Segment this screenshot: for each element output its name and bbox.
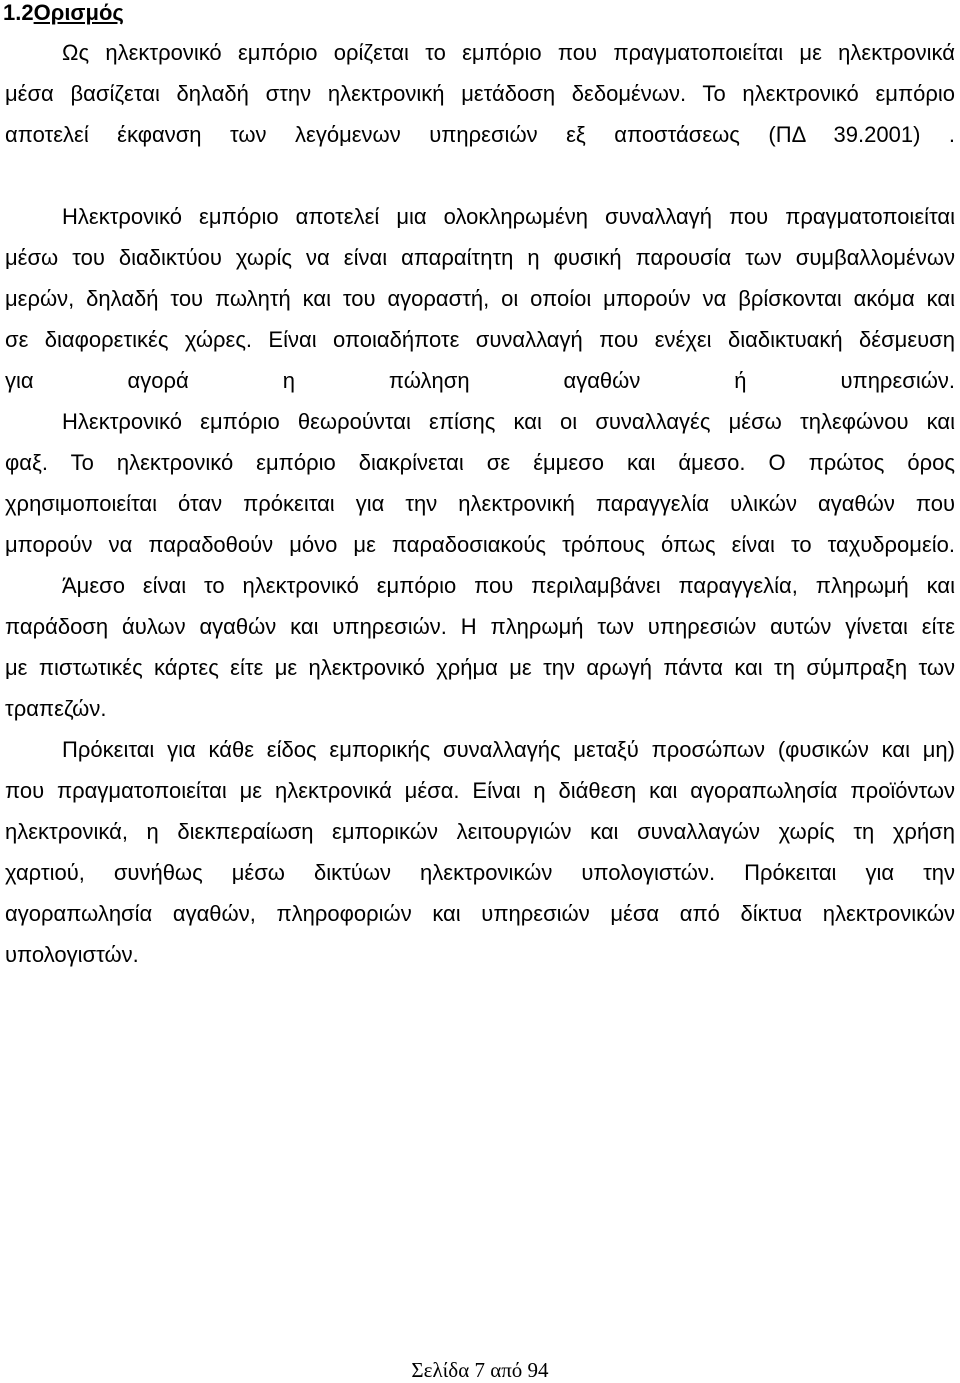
text-line: Ηλεκτρονικό εμπόριο αποτελεί μια ολοκληρωμένη συναλλαγή που πραγματοποιείται	[62, 204, 955, 229]
text-line: Πρόκειται για κάθε είδος εμπορικής συναλλαγής μεταξύ προσώπων (φυσικών και μη)	[62, 737, 955, 762]
text-line: υπολογιστών.	[5, 942, 139, 967]
text-line: με πιστωτικές κάρτες είτε με ηλεκτρονικό χρήμα με την αρωγή πάντα και τη σύμπραξη των	[5, 655, 955, 680]
text-line: αγοραπωλησία αγαθών, πληροφοριών και υπηρεσιών μέσα από δίκτυα ηλεκτρονικών	[5, 901, 955, 926]
paragraph-5	[5, 729, 955, 975]
section-title: Ορισμός	[33, 0, 124, 25]
text-line: μέσω του διαδικτύου χωρίς να είναι απαραίτητη η φυσική παρουσία των συμβαλλομένων	[5, 245, 955, 270]
section-number: 1.2	[3, 0, 34, 25]
section-heading	[3, 0, 124, 26]
text-line: μπορούν να παραδοθούν μόνο με παραδοσιακούς τρόπους όπως είναι το ταχυδρομείο.	[5, 532, 955, 557]
text-line: φαξ. Το ηλεκτρονικό εμπόριο διακρίνεται σε έμμεσο και άμεσο. Ο πρώτος όρος	[5, 450, 955, 475]
text-line: Ηλεκτρονικό εμπόριο θεωρούνται επίσης και οι συναλλαγές μέσω τηλεφώνου και	[62, 409, 955, 434]
text-line: για αγορά η πώληση αγαθών ή υπηρεσιών.	[5, 368, 955, 393]
text-line: παράδοση άυλων αγαθών και υπηρεσιών. Η πληρωμή των υπηρεσιών αυτών γίνεται είτε	[5, 614, 955, 639]
paragraph-2	[5, 196, 955, 401]
text-line: που πραγματοποιείται με ηλεκτρονικά μέσα. Είναι η διάθεση και αγοραπωλησία προϊόντων	[5, 778, 955, 803]
text-line: μέσα βασίζεται δηλαδή στην ηλεκτρονική μετάδοση δεδομένων. Το ηλεκτρονικό εμπόριο	[5, 81, 955, 106]
page-number: Σελίδα 7 από 94	[411, 1358, 549, 1382]
document-body	[5, 32, 955, 975]
text-line: τραπεζών.	[5, 696, 107, 721]
text-line: αποτελεί έκφανση των λεγόμενων υπηρεσιών εξ αποστάσεως (ΠΔ 39.2001) .	[5, 122, 955, 147]
paragraph-4	[5, 565, 955, 729]
paragraph-1	[5, 32, 955, 155]
text-line: χρησιμοποιείται όταν πρόκειται για την ηλεκτρονική παραγγελία υλικών αγαθών που	[5, 491, 955, 516]
paragraph-3	[5, 401, 955, 565]
text-line: ηλεκτρονικά, η διεκπεραίωση εμπορικών λειτουργιών και συναλλαγών χωρίς τη χρήση	[5, 819, 955, 844]
text-line: μερών, δηλαδή του πωλητή και του αγοραστή, οι οποίοι μπορούν να βρίσκονται ακόμα και	[5, 286, 955, 311]
text-line: Άμεσο είναι το ηλεκτρονικό εμπόριο που περιλαμβάνει παραγγελία, πληρωμή και	[62, 573, 955, 598]
text-line: σε διαφορετικές χώρες. Είναι οποιαδήποτε συναλλαγή που ενέχει διαδικτυακή δέσμευση	[5, 327, 955, 352]
text-line: Ως ηλεκτρονικό εμπόριο ορίζεται το εμπόριο που πραγματοποιείται με ηλεκτρονικά	[62, 40, 955, 65]
text-line: χαρτιού, συνήθως μέσω δικτύων ηλεκτρονικών υπολογιστών. Πρόκειται για την	[5, 860, 955, 885]
